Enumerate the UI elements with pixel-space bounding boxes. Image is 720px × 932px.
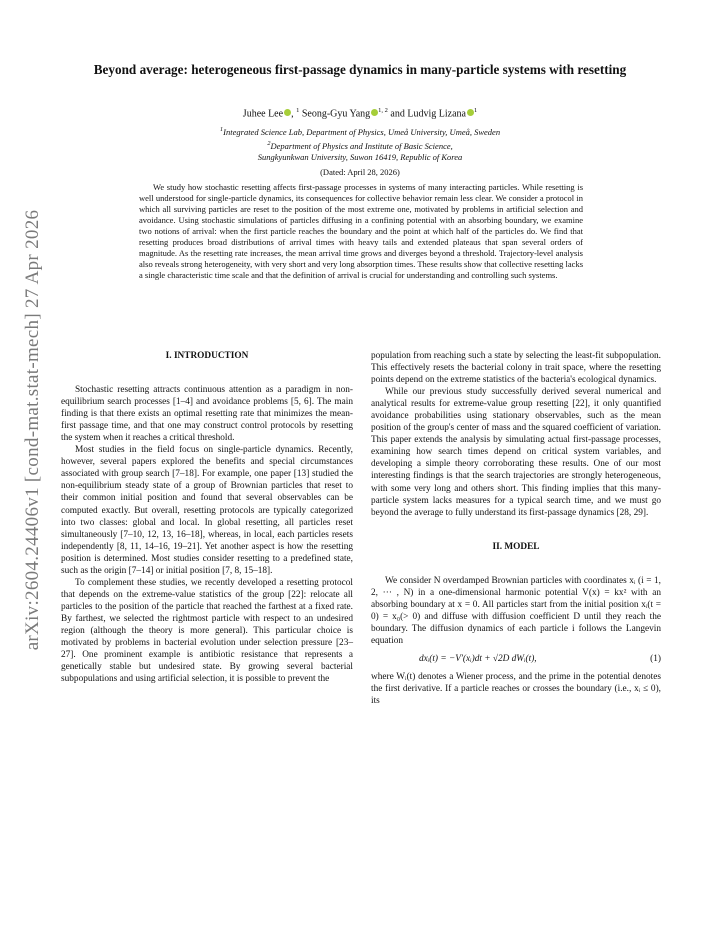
arxiv-sidebar-stamp [18, 195, 48, 665]
equation-body: dxᵢ(t) = −V′(xᵢ)dt + √2D dWᵢ(t), [419, 653, 537, 664]
affiliation-marker: 2 [267, 139, 271, 147]
author-separator: , [291, 108, 297, 120]
paper-title: Beyond average: heterogeneous first-passage dynamics in many-particle systems with resetting [93, 62, 627, 77]
paragraph: We consider N overdamped Brownian particles with coordinates xᵢ (i = 1, 2, ··· , N) in a one-dimensional harmonic potential V(x) = kx² with an absorbing boundary at x = 0. All particles start from the initial position xᵢ(t = 0) = x₀(> 0) and diffuse with diffusion coefficient D until they reach the boundary. The diffusion dynamics of each particle i follows the Langevin equation [371, 575, 661, 646]
affiliation-marker: 1 [296, 107, 300, 114]
paragraph: Most studies in the field focus on single-particle dynamics. Recently, however, several papers explored the benefits and special circumstances associated with group search [7–18]. For example, one paper [13] studied the non-equilibrium steady state of a group of Brownian particles that reset to their common initial position and found that several observables can be computed exactly. But overall, resetting protocols are typically categorized into two classes: global and local. In global resetting, all particles reset simultaneously [7–10, 12, 13, 16–18], whereas, in local, each particles resets independently [8, 11, 14–16, 19–21]. Yet another aspect is how the resetting position is determined. Most studies consider resetting to a predefined state, such as the origin [7–14] or initial position [7, 8, 15–18]. [61, 445, 353, 576]
affiliation-marker: 1, 2 [378, 107, 388, 114]
section-heading-model: II. MODEL [492, 541, 540, 552]
equation-number: (1) [650, 653, 661, 664]
author-name: Ludvig Lizana [407, 108, 466, 120]
paragraph: While our previous study successfully derived several numerical and analytical results for extreme-value group resetting [22], it only quantified avoidance probabilities using stationary observables, such as the mean position of the group's center of mass and the squared coefficient of variation. This paper extends the analysis by simulating actual first-passage processes, examining how search times depend on critical system variables, and developing a simple theory corroborating these results. One of our most interesting findings is that the search trajectories are strongly heterogeneous, with some very long and others short. This finding implies that this many-particle system lacks measures for a typical search time, and we must go beyond the average to fully understand its first-passage dynamics [28, 29]. [371, 387, 661, 518]
paragraph: where Wᵢ(t) denotes a Wiener process, and the prime in the potential denotes the first derivative. If a particle reaches or crosses the boundary (i.e., xᵢ ≤ 0), its [371, 672, 661, 707]
arxiv-identifier: arXiv:2604.24406v1 [cond-mat.stat-mech] 27 Apr 2026 [22, 209, 43, 651]
author-name: Juhee Lee [242, 108, 284, 120]
left-column [61, 350, 353, 685]
author-name: Seong-Gyu Yang [301, 108, 371, 120]
affiliation-line: Sungkyunkwan University, Suwon 16419, Republic of Korea [257, 151, 463, 162]
equation-1 [371, 647, 661, 671]
affiliation-marker: 1 [473, 107, 478, 114]
author-list [60, 107, 660, 119]
paragraph: To complement these studies, we recently developed a resetting protocol that depends on the extreme-value statistics of the group [22]: relocate all particles to the position of the particle that reached the farthest at a fixed rate. By farthest, we selected the rightmost particle with respect to an undesired region (although the theory is more general). This particular choice is motivated by problems in bacterial evolution under selection pressure [23–27]. One prominent example is antibiotic resistance that represents a genetically stable but undesired state. By growing several bacterial subpopulations and using artificial selection, it is possible to prevent the [61, 577, 353, 685]
affiliation-line: Integrated Science Lab, Department of Physics, Umeå University, Umeå, Sweden [223, 126, 501, 137]
abstract: We study how stochastic resetting affects first-passage processes in systems of many interacting particles. While resetting is well understood for single-particle dynamics, its consequences for collective behavior remain less clear. We consider a protocol in which all surviving particles are reset to the position of the most extreme one, motivated by problems in artificial selection and avoidance. Using stochastic simulations of particles diffusing in a confining potential with an absorbing boundary, we examine two notions of arrival: when the first particle reaches the boundary and the point at which half of the particles do. We find that resetting produces broad distributions of arrival times with heavy tails and extended plateaus that span several orders of magnitude. As the resetting rate increases, the mean arrival time grows and diverges beyond a threshold. Trajectory-level analysis also reveals strong heterogeneity, with very short and very long absorption times. These results show that collective resetting lacks a single characteristic time scale and that the definition of arrival is crucial for understanding and controlling such systems. [139, 182, 584, 281]
paragraph: Stochastic resetting attracts continuous attention as a paradigm in non-equilibrium search processes [1–4] and avoidance problems [5, 6]. The main finding is that there exists an optimal resetting rate that minimizes the mean-first passage time, and that one may construct control protocols by resetting the system when it reaches a critical threshold. [61, 385, 353, 444]
date-line: (Dated: April 28, 2026) [320, 167, 400, 177]
author-separator: and [387, 108, 408, 120]
right-column [371, 350, 661, 707]
section-heading-introduction: I. INTRODUCTION [165, 351, 249, 361]
paragraph: population from reaching such a state by selecting the least-fit subpopulation. This effectively resets the bacterial colony in trait space, where the resetting points depend on the extreme statistics of the bacteria's ecological dynamics. [371, 351, 661, 386]
orcid-icon[interactable] [467, 109, 474, 116]
affiliation-marker: 1 [219, 126, 224, 133]
orcid-icon[interactable] [284, 109, 291, 116]
affiliations [60, 124, 660, 163]
affiliation-line: Department of Physics and Institute of Basic Science, [270, 140, 453, 151]
